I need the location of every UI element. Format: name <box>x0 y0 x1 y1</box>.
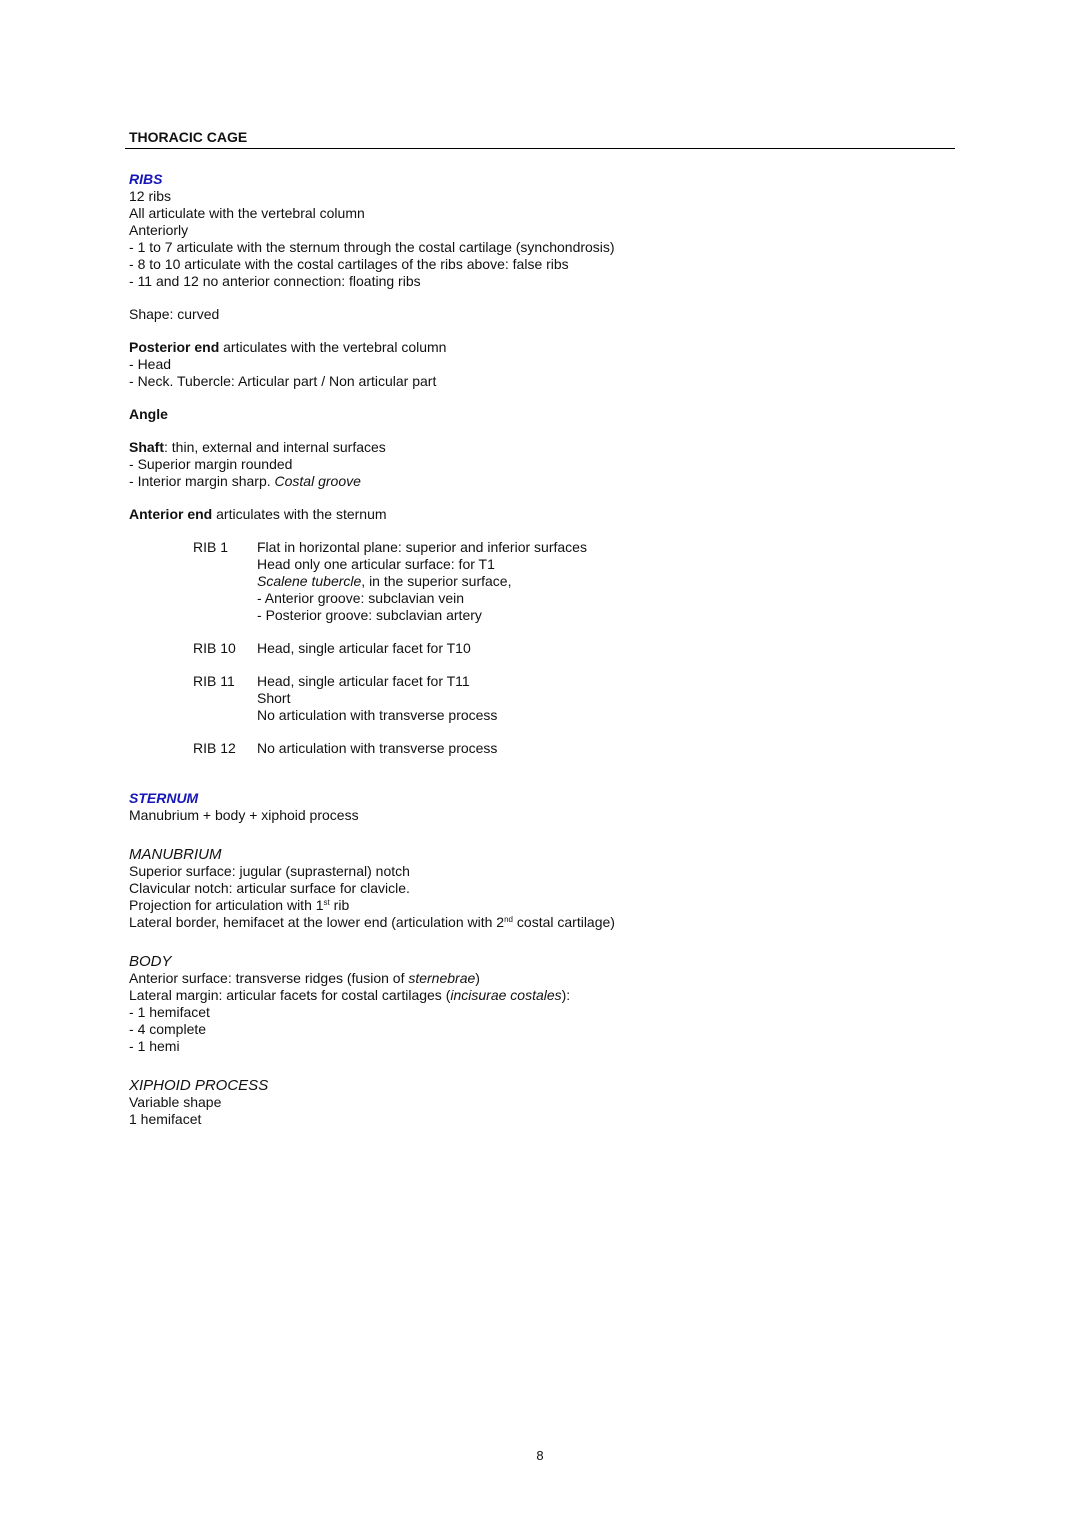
posterior-item: - Neck. Tubercle: Articular part / Non articular part <box>129 373 949 390</box>
anterior-end <box>129 506 949 523</box>
body-text: ) <box>475 970 480 986</box>
rib-1-row <box>193 539 949 624</box>
rib-12-description <box>257 740 497 757</box>
ribs-section <box>129 171 949 757</box>
rib-1-groove: - Posterior groove: subclavian artery <box>257 607 587 624</box>
rib-11-label: RIB 11 <box>193 673 235 689</box>
xiphoid-line: 1 hemifacet <box>129 1111 202 1127</box>
rib-1-description <box>257 539 587 624</box>
manubrium-text: Projection for articulation with 1 <box>129 897 324 913</box>
rib-12-label: RIB 12 <box>193 740 236 756</box>
shaft-item: - Superior margin rounded <box>129 456 949 473</box>
anterior-item: - 8 to 10 articulate with the costal cartilages of the ribs above: false ribs <box>129 256 949 273</box>
body-text: Lateral margin: articular facets for costal cartilages ( <box>129 987 451 1003</box>
rib-1-label: RIB 1 <box>193 539 229 555</box>
sternebrae: sternebrae <box>408 970 476 986</box>
rib-12-row <box>193 740 949 757</box>
posterior-end-label: Posterior end <box>129 339 220 355</box>
costal-groove: Costal groove <box>274 473 361 489</box>
rib-10-row <box>193 640 949 657</box>
sternum-heading: STERNUM <box>129 790 199 806</box>
body-block <box>129 953 949 1055</box>
angle-heading: Angle <box>129 406 168 422</box>
sternum-parts: Manubrium + body + xiphoid process <box>129 807 359 823</box>
shaft-label: Shaft <box>129 439 164 455</box>
body-heading: BODY <box>129 953 172 970</box>
rib-10-line: Head, single articular facet for T10 <box>257 640 471 656</box>
ribs-shape: Shape: curved <box>129 306 220 322</box>
rib-1-line: Head only one articular surface: for T1 <box>257 556 495 572</box>
document-body <box>129 171 949 1128</box>
rib-11-line: No articulation with transverse process <box>257 707 498 723</box>
rib-1-scalene <box>257 573 587 590</box>
manubrium-text: Lateral border, hemifacet at the lower end (articulation with 2 <box>129 914 505 930</box>
ribs-anteriorly-label: Anteriorly <box>129 222 189 238</box>
manubrium-heading: MANUBRIUM <box>129 846 222 863</box>
xiphoid-line: Variable shape <box>129 1094 222 1110</box>
rib-11-row <box>193 673 949 724</box>
rib-1-line: Flat in horizontal plane: superior and inferior surfaces <box>257 539 587 555</box>
page-title: THORACIC CAGE <box>129 129 248 145</box>
rib-1-groove: - Anterior groove: subclavian vein <box>257 590 587 607</box>
body-text: Anterior surface: transverse ridges (fusion of <box>129 970 409 986</box>
scalene-text: , in the superior surface, <box>361 573 512 589</box>
superscript: nd <box>504 915 514 924</box>
xiphoid-block <box>129 1077 949 1128</box>
anterior-item: - 1 to 7 articulate with the sternum through the costal cartilage (synchondrosis) <box>129 239 949 256</box>
anterior-end-label: Anterior end <box>129 506 213 522</box>
incisurae-costales: incisurae costales <box>450 987 562 1003</box>
ribs-count: 12 ribs <box>129 188 172 204</box>
body-item: - 1 hemifacet <box>129 1004 949 1021</box>
rib-11-description <box>257 673 497 724</box>
rib-12-line: No articulation with transverse process <box>257 740 498 756</box>
body-item: - 4 complete <box>129 1021 949 1038</box>
superscript: st <box>323 898 330 907</box>
ribs-heading: RIBS <box>129 171 163 187</box>
page-header <box>125 129 955 149</box>
manubrium-block <box>129 846 949 931</box>
rib-10-description <box>257 640 471 657</box>
manubrium-line: Superior surface: jugular (suprasternal) notch <box>129 863 410 879</box>
ribs-articulation: All articulate with the vertebral column <box>129 205 365 221</box>
shaft <box>129 439 949 456</box>
page-number: 8 <box>536 1448 544 1463</box>
posterior-end-text: articulates with the vertebral column <box>219 339 447 355</box>
manubrium-text: rib <box>329 897 350 913</box>
body-line <box>129 987 949 1004</box>
rib-11-line: Head, single articular facet for T11 <box>257 673 470 689</box>
rib-10-label: RIB 10 <box>193 640 236 656</box>
shaft-text: : thin, external and internal surfaces <box>164 439 386 455</box>
sternum-section <box>129 790 949 1128</box>
scalene-tubercle: Scalene tubercle <box>257 573 362 589</box>
posterior-item: - Head <box>129 356 949 373</box>
manubrium-line: Clavicular notch: articular surface for clavicle. <box>129 880 410 896</box>
manubrium-text: costal cartilage) <box>513 914 615 930</box>
anterior-end-text: articulates with the sternum <box>212 506 387 522</box>
manubrium-line <box>129 897 949 914</box>
anterior-item: - 11 and 12 no anterior connection: floating ribs <box>129 273 949 290</box>
shaft-item <box>129 473 949 490</box>
posterior-end <box>129 339 949 356</box>
shaft-item-text: Interior margin sharp. <box>137 473 275 489</box>
rib-11-line: Short <box>257 690 291 706</box>
body-line <box>129 970 949 987</box>
xiphoid-heading: XIPHOID PROCESS <box>129 1077 269 1094</box>
body-text: ): <box>561 987 571 1003</box>
body-item: - 1 hemi <box>129 1038 949 1055</box>
manubrium-line <box>129 914 949 931</box>
